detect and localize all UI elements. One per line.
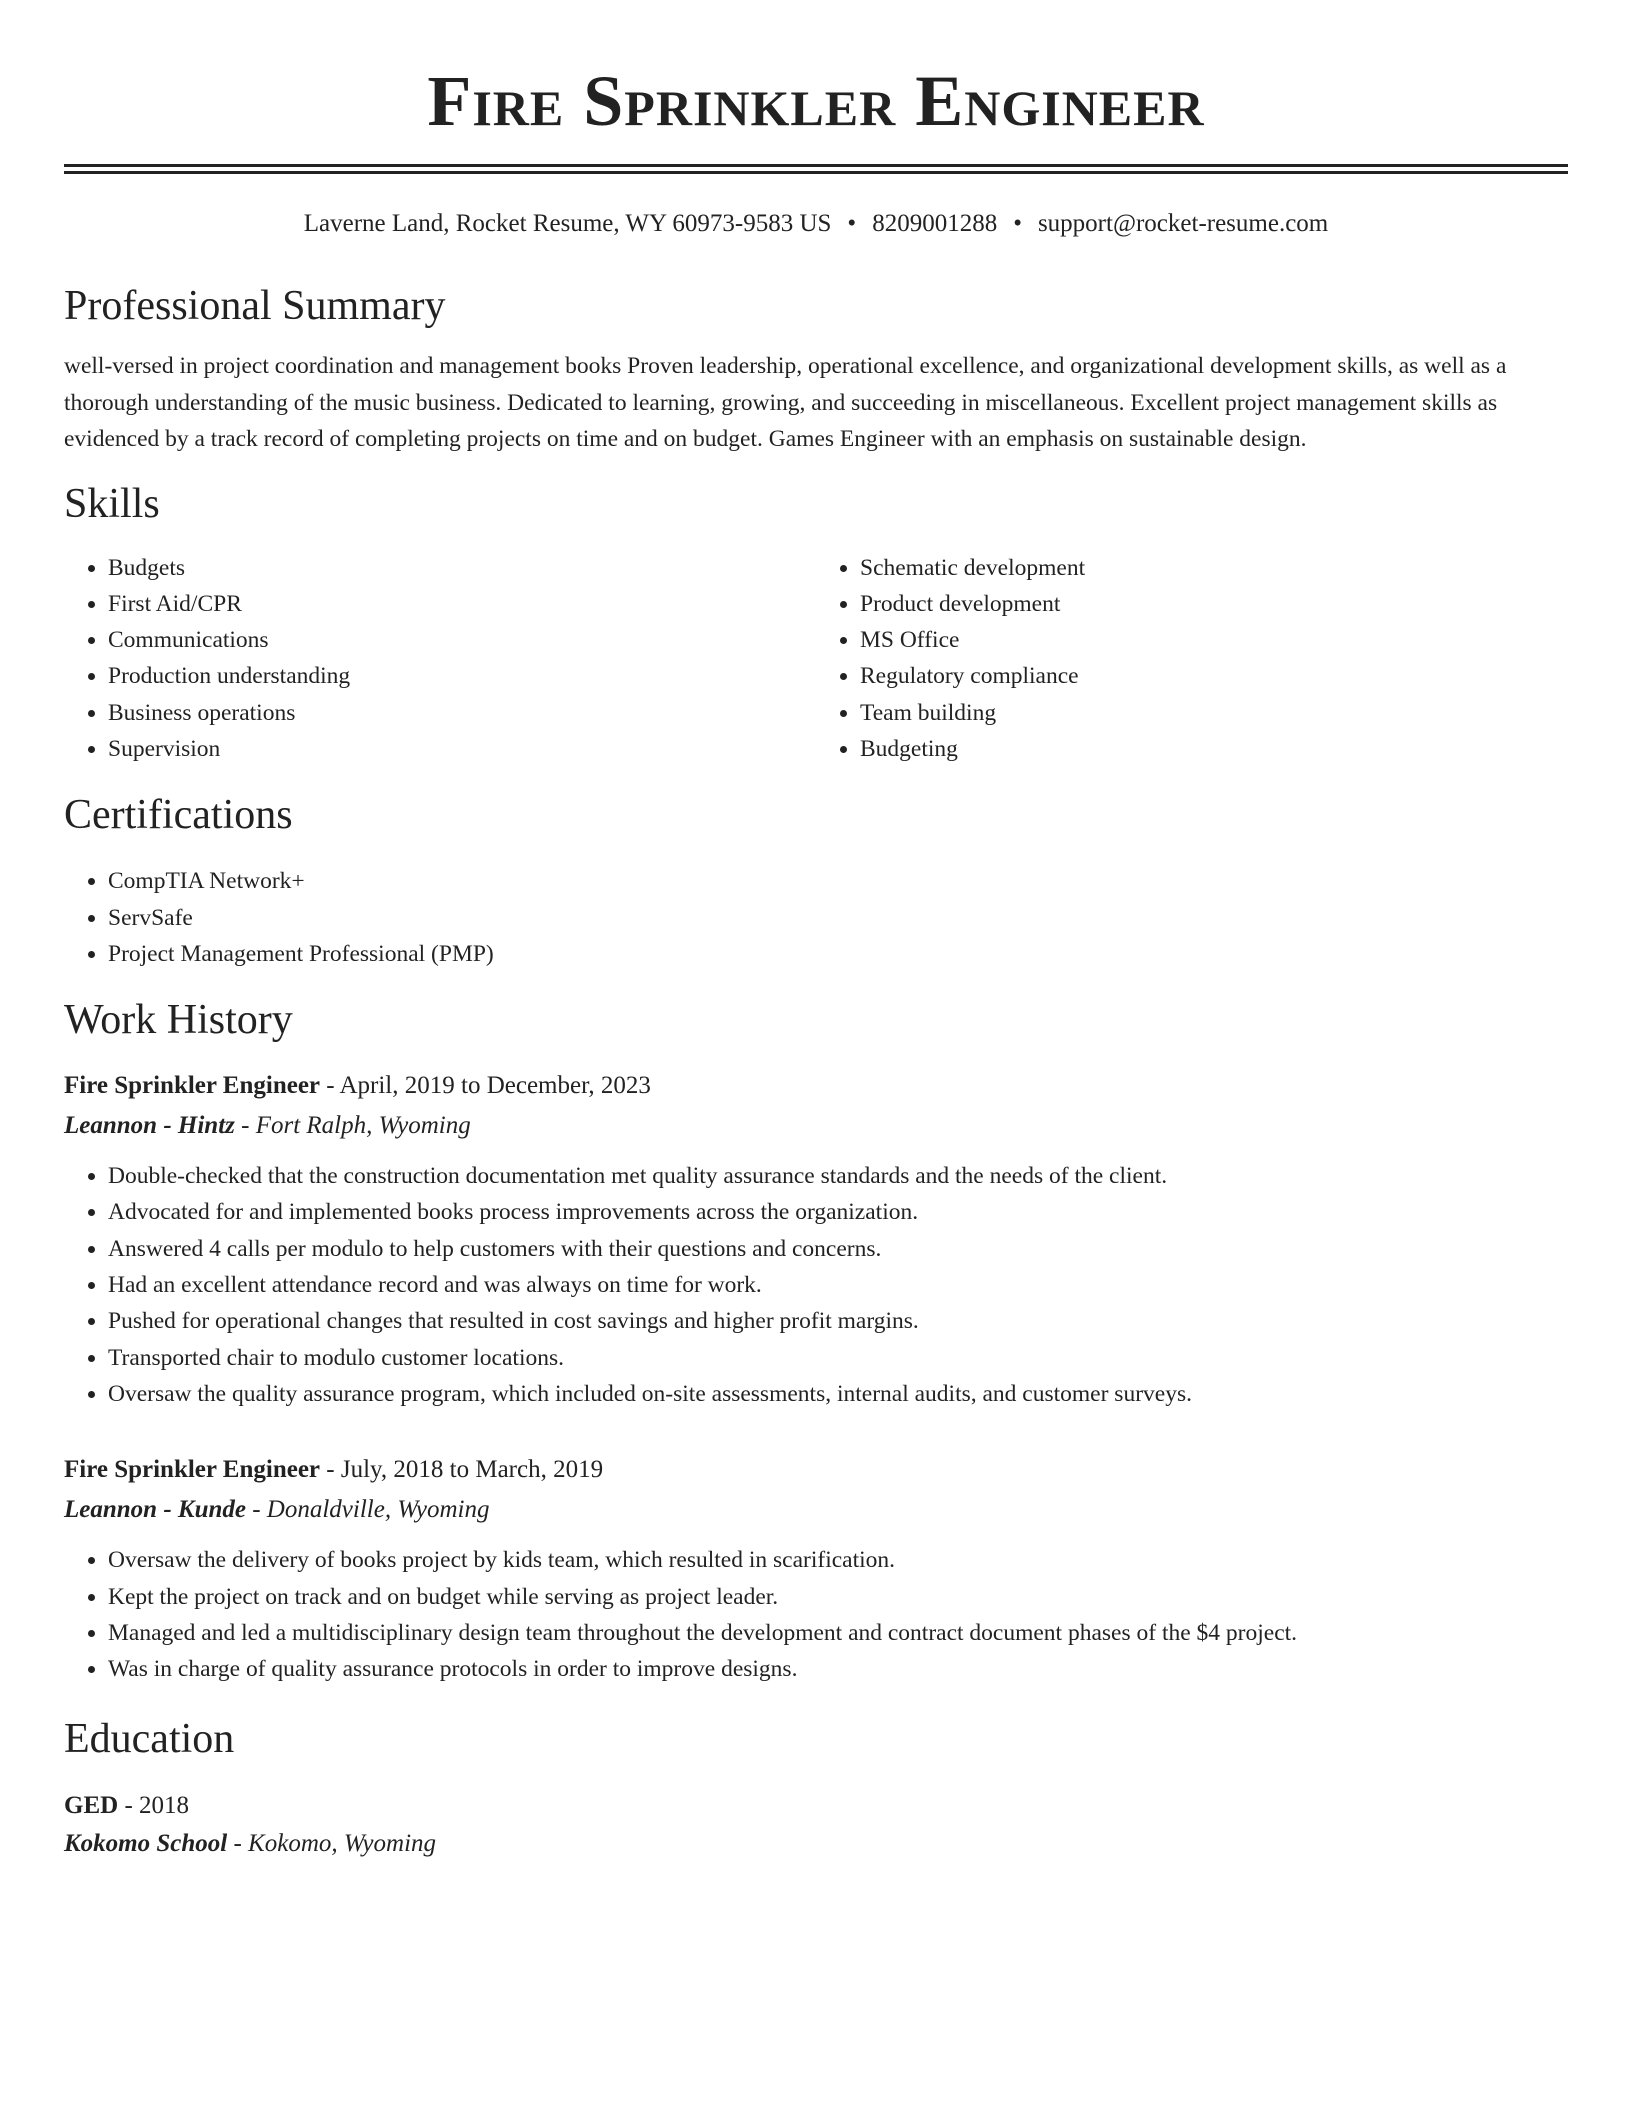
- job-title-line: [64, 1066, 1568, 1106]
- skill-item: • Supervision: [108, 731, 816, 767]
- employer-name: Leannon - Hintz: [64, 1112, 235, 1140]
- contact-line: [64, 208, 1568, 240]
- skill-item: • Business operations: [108, 695, 816, 731]
- contact-address: Laverne Land, Rocket Resume, WY 60973-9583 US: [303, 210, 832, 237]
- job-bullet: • Pushed for operational changes that resulted in cost savings and higher profit margins.: [108, 1303, 1568, 1339]
- employer-line: [64, 1106, 1568, 1146]
- job-dates: - July, 2018 to March, 2019: [320, 1456, 604, 1484]
- contact-separator: •: [1013, 210, 1022, 237]
- skill-item: • Schematic development: [860, 550, 1568, 586]
- certification-item: • CompTIA Network+: [108, 863, 1568, 899]
- summary-heading: Professional Summary: [64, 283, 446, 329]
- skill-item: • First Aid/CPR: [108, 586, 816, 622]
- job-entry: [64, 1450, 1568, 1687]
- skill-item: • Product development: [860, 586, 1568, 622]
- summary-text: well-versed in project coordination and management books Proven leadership, operational excellence, and organizational development skills, as well as a thorough understanding of the music business. Dedicated to learning, growing, and succeeding in miscellaneous. Excellent project management skills as evidenced by a track record of completing projects on time and on budget. Games Engineer with an emphasis on sustainable design.: [64, 353, 1507, 452]
- skills-list-left: [64, 550, 816, 768]
- skill-item: • Budgeting: [860, 731, 1568, 767]
- job-dates: - April, 2019 to December, 2023: [320, 1072, 651, 1100]
- job-bullet: • Kept the project on track and on budget while serving as project leader.: [108, 1579, 1568, 1615]
- employer-location: - Donaldville, Wyoming: [245, 1496, 490, 1524]
- skill-item: • Communications: [108, 622, 816, 658]
- job-bullet: • Was in charge of quality assurance protocols in order to improve designs.: [108, 1651, 1568, 1687]
- degree-year: - 2018: [118, 1792, 190, 1820]
- header-double-rule: [64, 164, 1568, 174]
- education-heading: Education: [64, 1716, 235, 1763]
- contact-email: support@rocket-resume.com: [1037, 210, 1329, 237]
- job-bullet: • Managed and led a multidisciplinary design team throughout the development and contract document phases of the $4 project.: [108, 1615, 1568, 1651]
- job-bullet: • Advocated for and implemented books process improvements across the organization.: [108, 1194, 1568, 1230]
- employer-name: Leannon - Kunde: [64, 1496, 246, 1524]
- certification-item: • ServSafe: [108, 900, 1568, 936]
- work-history-heading: Work History: [64, 997, 293, 1044]
- certifications-heading: Certifications: [64, 792, 293, 839]
- resume-name: Fire Sprinkler Engineer: [427, 61, 1205, 141]
- school-name: Kokomo School: [64, 1830, 228, 1858]
- skill-item: • Regulatory compliance: [860, 658, 1568, 694]
- job-bullet: • Answered 4 calls per modulo to help customers with their questions and concerns.: [108, 1231, 1568, 1267]
- job-title: Fire Sprinkler Engineer: [64, 1456, 321, 1484]
- skills-columns: [64, 550, 1568, 768]
- certification-item: • Project Management Professional (PMP): [108, 936, 1568, 972]
- contact-separator: •: [847, 210, 857, 237]
- job-bullet: • Had an excellent attendance record and was always on time for work.: [108, 1267, 1568, 1303]
- job-entry: [64, 1066, 1568, 1412]
- degree-line: [64, 1787, 1568, 1825]
- job-bullet: • Transported chair to modulo customer locations.: [108, 1340, 1568, 1376]
- skill-item: • Production understanding: [108, 658, 816, 694]
- job-bullet: • Oversaw the delivery of books project by kids team, which resulted in scarification.: [108, 1542, 1568, 1578]
- employer-line: [64, 1490, 1568, 1530]
- contact-phone: 8209001288: [872, 210, 998, 237]
- job-bullets: [64, 1158, 1568, 1412]
- job-bullet: • Double-checked that the construction documentation met quality assurance standards and the needs of the client.: [108, 1158, 1568, 1194]
- school-location: - Kokomo, Wyoming: [227, 1830, 437, 1858]
- skill-item: • MS Office: [860, 622, 1568, 658]
- job-title: Fire Sprinkler Engineer: [64, 1072, 321, 1100]
- employer-location: - Fort Ralph, Wyoming: [234, 1112, 471, 1140]
- skills-list-right: [816, 550, 1568, 768]
- school-line: [64, 1825, 1568, 1863]
- job-bullets: [64, 1542, 1568, 1687]
- skill-item: • Team building: [860, 695, 1568, 731]
- job-title-line: [64, 1450, 1568, 1490]
- skills-heading: Skills: [64, 480, 160, 527]
- skill-item: • Budgets: [108, 550, 816, 586]
- education-entry: [64, 1787, 1568, 1863]
- degree-name: GED: [64, 1792, 119, 1820]
- certifications-list: [64, 863, 1568, 972]
- job-bullet: • Oversaw the quality assurance program, which included on-site assessments, internal audits, and customer surveys.: [108, 1376, 1568, 1412]
